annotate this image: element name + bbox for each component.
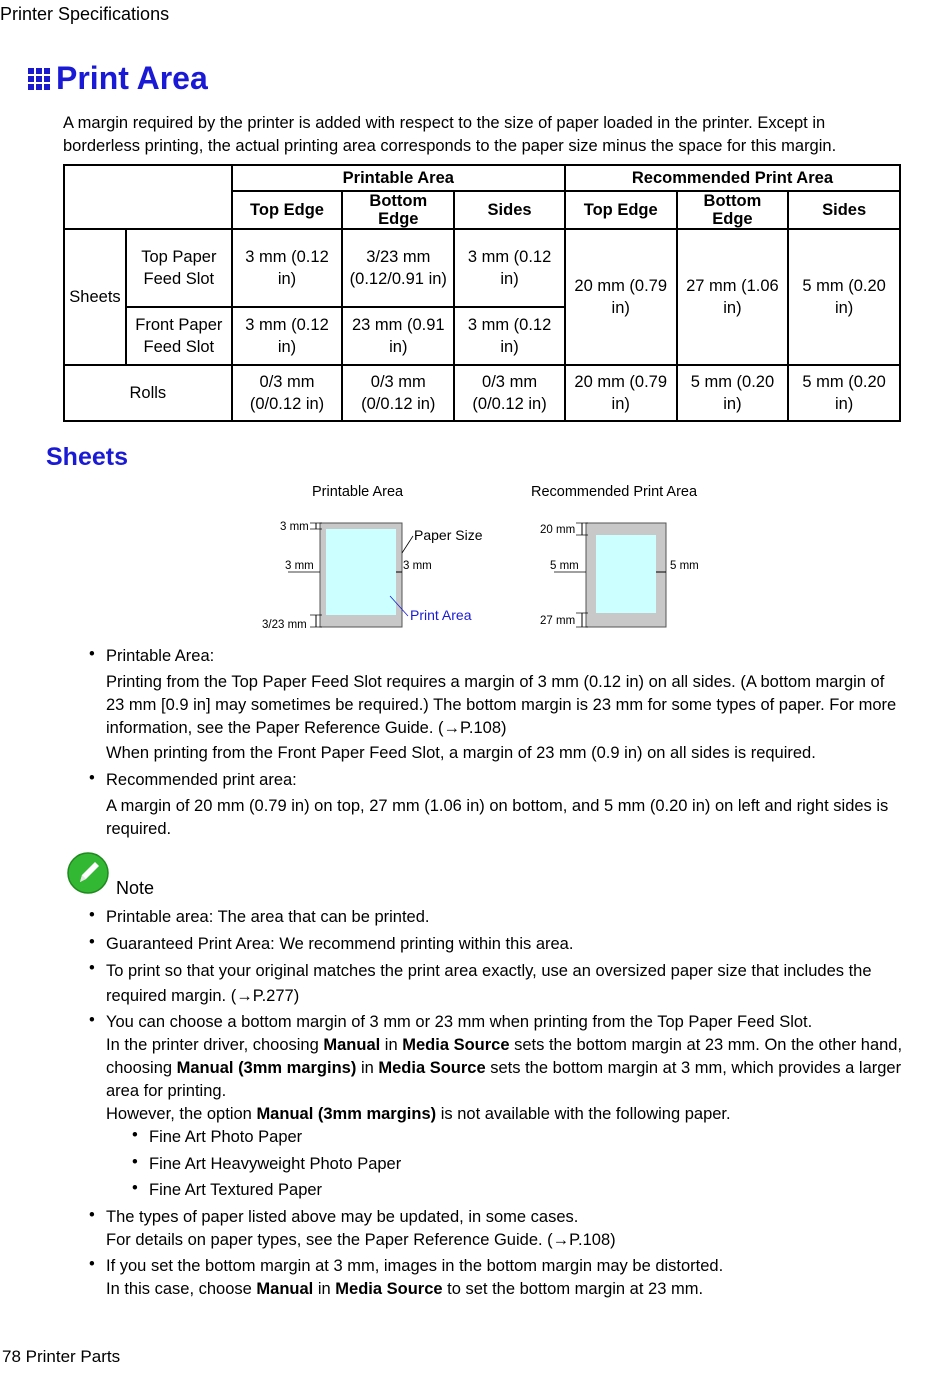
note-pencil-icon bbox=[66, 852, 110, 894]
bullet-dot: • bbox=[89, 1206, 95, 1224]
bullet-dot: • bbox=[89, 906, 95, 924]
cell-rolls-rec-bottom: 5 mm (0.20 in) bbox=[677, 365, 789, 421]
right-left-label: 5 mm bbox=[550, 560, 579, 572]
right-top-label: 20 mm bbox=[540, 524, 576, 536]
text-run: In the printer driver, choosing bbox=[106, 1036, 324, 1054]
row-rolls: Rolls bbox=[64, 365, 232, 421]
cell-front-slot-top: 3 mm (0.12 in) bbox=[232, 307, 343, 365]
cell-front-slot-sides: 3 mm (0.12 in) bbox=[454, 307, 565, 365]
col-rec-bottom-edge: Bottom Edge bbox=[677, 191, 789, 229]
bullet-dot: • bbox=[89, 959, 95, 977]
bold-manual-3mm: Manual (3mm margins) bbox=[256, 1105, 437, 1123]
cell-rolls-rec-top: 20 mm (0.79 in) bbox=[565, 365, 677, 421]
cell-sheets-rec-bottom: 27 mm (1.06 in) bbox=[677, 229, 789, 365]
bullet-dot: • bbox=[89, 645, 95, 663]
note-item-5-line2: For details on paper types, see the Paper Reference Guide. (→P.108) bbox=[106, 1231, 616, 1249]
left-top-label: 3 mm bbox=[280, 521, 309, 533]
text-run: in bbox=[380, 1036, 403, 1054]
col-bottom-edge: Bottom Edge bbox=[342, 191, 454, 229]
running-header: Printer Specifications bbox=[0, 4, 170, 24]
col-top-edge: Top Edge bbox=[232, 191, 343, 229]
header-printable-area: Printable Area bbox=[232, 165, 565, 191]
col-rec-top-edge: Top Edge bbox=[565, 191, 677, 229]
note-item-6-line1: If you set the bottom margin at 3 mm, images in the bottom margin may be distorted. bbox=[106, 1257, 724, 1275]
row-top-slot: Top Paper Feed Slot bbox=[126, 229, 232, 307]
note-item-1: Printable area: The area that can be printed. bbox=[106, 908, 430, 926]
print-area-label: Print Area bbox=[410, 607, 472, 623]
intro-paragraph: A margin required by the printer is added with respect to the size of paper loaded in the printer. Except in borderless printing, the actual printing area corresponds to the paper size minus the space for this margin. bbox=[63, 114, 837, 155]
bullet-dot: • bbox=[89, 933, 95, 951]
text-run: sets the bottom margin at 3 mm, which provides a larger area for printing. bbox=[106, 1059, 902, 1100]
cell-top-slot-top: 3 mm (0.12 in) bbox=[232, 229, 343, 307]
bold-media-source: Media Source bbox=[402, 1036, 510, 1054]
cell-rolls-sides: 0/3 mm (0/0.12 in) bbox=[454, 365, 565, 421]
cell-top-slot-bottom: 3/23 mm (0.12/0.91 in) bbox=[342, 229, 454, 307]
recommended-paragraph: A margin of 20 mm (0.79 in) on top, 27 mm (1.06 in) on bottom, and 5 mm (0.20 in) on left and right sides is required. bbox=[106, 797, 889, 838]
print-rect-right bbox=[596, 535, 656, 613]
note-item-2: Guaranteed Print Area: We recommend printing within this area. bbox=[106, 935, 574, 953]
paper-size-label: Paper Size bbox=[414, 527, 483, 543]
print-area-table bbox=[63, 164, 901, 422]
bold-manual: Manual bbox=[256, 1280, 314, 1298]
note-item-4-line1: You can choose a bottom margin of 3 mm or 23 mm when printing from the Top Paper Feed Slot. bbox=[106, 1013, 813, 1031]
note-item-3: To print so that your original matches the print area exactly, use an oversized paper size that includes the required margin. (→P.277) bbox=[106, 962, 872, 1005]
bullet-dot: • bbox=[132, 1153, 138, 1171]
text-run: to set the bottom margin at 23 mm. bbox=[442, 1280, 704, 1298]
cell-rolls-top: 0/3 mm (0/0.12 in) bbox=[232, 365, 343, 421]
bold-manual-3mm: Manual (3mm margins) bbox=[176, 1059, 357, 1077]
cell-sheets-rec-top: 20 mm (0.79 in) bbox=[565, 229, 677, 365]
cell-front-slot-bottom: 23 mm (0.91 in) bbox=[342, 307, 454, 365]
printable-label: Printable Area: bbox=[106, 647, 215, 665]
note-item-4-however bbox=[106, 1103, 906, 1126]
row-sheets: Sheets bbox=[64, 229, 126, 365]
grid-icon bbox=[28, 68, 50, 90]
left-left-label: 3 mm bbox=[285, 560, 314, 572]
note-item-5 bbox=[106, 1206, 906, 1252]
paper-item-1: Fine Art Photo Paper bbox=[149, 1128, 303, 1146]
text-run: in bbox=[313, 1280, 336, 1298]
note-item-4 bbox=[106, 1011, 906, 1126]
left-bottom-label: 3/23 mm bbox=[262, 619, 307, 631]
text-run: In this case, choose bbox=[106, 1280, 257, 1298]
cell-rolls-rec-sides: 5 mm (0.20 in) bbox=[788, 365, 900, 421]
bold-media-source: Media Source bbox=[335, 1280, 443, 1298]
note-item-6-line2 bbox=[106, 1278, 906, 1301]
cell-sheets-rec-sides: 5 mm (0.20 in) bbox=[788, 229, 900, 365]
note-label: Note bbox=[116, 878, 155, 898]
page-footer: 78 Printer Parts bbox=[2, 1347, 121, 1366]
printable-paragraph-1: Printing from the Top Paper Feed Slot requires a margin of 3 mm (0.12 in) on all sides. (A bottom margin of 23 mm [0.9 in] may sometimes be required.) The bottom margin is 23 mm for some types of paper. For more information, see the Paper Reference Guide. (→P.108) bbox=[106, 673, 897, 737]
text-run: is not available with the following paper. bbox=[436, 1105, 731, 1123]
paper-item-3: Fine Art Textured Paper bbox=[149, 1181, 323, 1199]
note-item-5-line1: The types of paper listed above may be updated, in some cases. bbox=[106, 1208, 579, 1226]
bullet-dot: • bbox=[89, 1011, 95, 1029]
note-item-4-body bbox=[106, 1034, 906, 1103]
table-corner bbox=[64, 165, 232, 229]
diagram-left-title: Printable Area bbox=[312, 484, 404, 500]
cell-rolls-bottom: 0/3 mm (0/0.12 in) bbox=[342, 365, 454, 421]
cell-top-slot-sides: 3 mm (0.12 in) bbox=[454, 229, 565, 307]
bullet-dot: • bbox=[132, 1179, 138, 1197]
bold-media-source: Media Source bbox=[378, 1059, 486, 1077]
col-sides: Sides bbox=[454, 191, 565, 229]
col-rec-sides: Sides bbox=[788, 191, 900, 229]
text-run: in bbox=[356, 1059, 379, 1077]
row-front-slot: Front Paper Feed Slot bbox=[126, 307, 232, 365]
text-run: However, the option bbox=[106, 1105, 257, 1123]
header-recommended-area: Recommended Print Area bbox=[565, 165, 900, 191]
bullet-dot: • bbox=[132, 1126, 138, 1144]
printable-paragraph-2: When printing from the Front Paper Feed Slot, a margin of 23 mm (0.9 in) on all sides is required. bbox=[106, 744, 816, 762]
left-right-label: 3 mm bbox=[403, 560, 432, 572]
text-run: sets the bottom margin at 23 mm. On the other hand, choosing bbox=[106, 1036, 903, 1077]
bullet-dot: • bbox=[89, 769, 95, 787]
diagram-right-title: Recommended Print Area bbox=[531, 484, 698, 500]
sheets-heading: Sheets bbox=[46, 443, 128, 471]
recommended-label: Recommended print area: bbox=[106, 771, 297, 789]
right-right-label: 5 mm bbox=[670, 560, 699, 572]
section-title bbox=[28, 60, 208, 97]
print-rect-left bbox=[326, 529, 396, 615]
margin-diagram bbox=[250, 478, 720, 638]
paper-item-2: Fine Art Heavyweight Photo Paper bbox=[149, 1155, 402, 1173]
page-title: Print Area bbox=[56, 60, 208, 96]
right-bottom-label: 27 mm bbox=[540, 615, 576, 627]
note-item-6 bbox=[106, 1255, 906, 1301]
bullet-dot: • bbox=[89, 1255, 95, 1273]
bold-manual: Manual bbox=[323, 1036, 381, 1054]
